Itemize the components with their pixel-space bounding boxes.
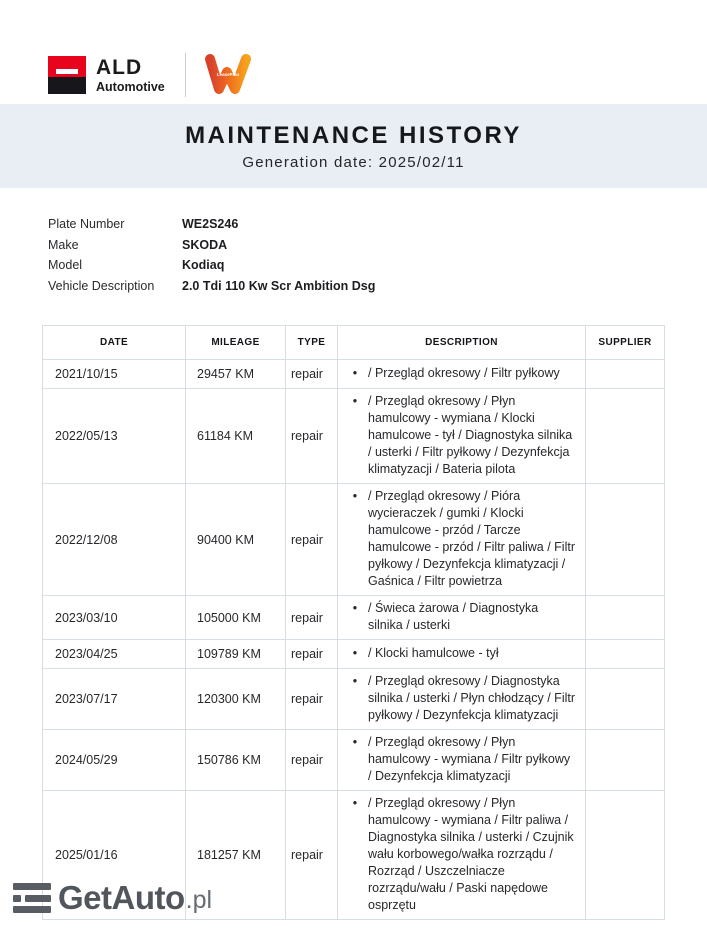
col-header-description: DESCRIPTION — [338, 326, 586, 360]
field-label: Vehicle Description — [48, 278, 155, 293]
cell-date: 2022/12/08 — [43, 484, 186, 596]
cell-description — [338, 669, 586, 730]
description-text: / Przegląd okresowy / Płyn hamulcowy - wymiana / Filtr pyłkowy / Dezynfekcja klimatyzacji — [368, 735, 571, 783]
table-body — [43, 360, 665, 920]
table-row — [43, 640, 665, 669]
vehicle-field-plate — [48, 214, 707, 235]
cell-date: 2023/04/25 — [43, 640, 186, 669]
cell-type: repair — [286, 360, 338, 389]
bullet-icon: • — [352, 674, 358, 688]
cell-mileage: 120300 KM — [186, 669, 286, 730]
cell-type: repair — [286, 389, 338, 484]
cell-mileage: 150786 KM — [186, 730, 286, 791]
cell-date: 2022/05/13 — [43, 389, 186, 484]
cell-description — [338, 360, 586, 389]
cell-mileage: 90400 KM — [186, 484, 286, 596]
col-header-supplier: SUPPLIER — [586, 326, 665, 360]
vehicle-info — [48, 214, 707, 296]
bullet-icon: • — [352, 366, 358, 380]
table-row — [43, 669, 665, 730]
generation-date: Generation date: 2025/02/11 — [242, 153, 465, 171]
ald-logo-text — [96, 57, 165, 94]
description-text: / Przegląd okresowy / Diagnostyka silnika / usterki / Płyn chłodzący / Filtr pyłkowy / Dezynfekcja klimatyzacji — [368, 674, 576, 722]
cell-type: repair — [286, 730, 338, 791]
ald-logo-white-dash — [56, 69, 78, 74]
cell-type: repair — [286, 484, 338, 596]
field-label: Make — [48, 237, 79, 252]
field-label: Model — [48, 258, 83, 272]
cell-description — [338, 791, 586, 920]
vehicle-field-make — [48, 235, 707, 256]
cell-date: 2025/01/16 — [43, 791, 186, 920]
getauto-tld: .pl — [185, 886, 213, 914]
leaseplan-logo-wordmark: LeasePlan — [216, 72, 239, 77]
description-text: / Świeca żarowa / Diagnostyka silnika / usterki — [368, 601, 539, 632]
description-text: / Przegląd okresowy / Pióra wycieraczek / gumki / Klocki hamulcowe - przód / Tarcze hamulcowe - przód / Filtr paliwa / Filtr pyłkowy / Dezynfekcja klimatyzacji / Gaśnica / Filtr powietrza — [368, 489, 576, 588]
cell-mileage: 29457 KM — [186, 360, 286, 389]
bullet-icon: • — [352, 735, 358, 749]
cell-type: repair — [286, 596, 338, 640]
bullet-icon: • — [352, 796, 358, 810]
cell-date: 2023/07/17 — [43, 669, 186, 730]
bullet-icon: • — [352, 489, 358, 503]
cell-date: 2023/03/10 — [43, 596, 186, 640]
field-value: 2.0 Tdi 110 Kw Scr Ambition Dsg — [182, 278, 376, 293]
description-text: / Przegląd okresowy / Płyn hamulcowy - wymiana / Klocki hamulcowe - tył / Diagnostyka silnika / usterki / Filtr pyłkowy / Dezynfekcja klimatyzacji / Bateria pilota — [368, 394, 573, 476]
ald-logo-line1: ALD — [96, 55, 143, 79]
field-value: WE2S246 — [182, 217, 239, 231]
ald-automotive-logo-icon — [48, 56, 86, 94]
field-value: SKODA — [182, 237, 228, 252]
cell-supplier — [586, 484, 665, 596]
cell-supplier — [586, 389, 665, 484]
cell-supplier — [586, 360, 665, 389]
field-value: Kodiaq — [182, 258, 225, 272]
col-header-type: TYPE — [286, 326, 338, 360]
table-header — [43, 326, 665, 360]
description-text: / Klocki hamulcowe - tył — [368, 646, 499, 660]
logo-divider — [185, 53, 186, 97]
cell-mileage: 109789 KM — [186, 640, 286, 669]
maintenance-table — [42, 325, 665, 920]
cell-date: 2024/05/29 — [43, 730, 186, 791]
cell-type: repair — [286, 669, 338, 730]
cell-supplier — [586, 640, 665, 669]
header-logo-row — [0, 0, 707, 104]
description-text: / Przegląd okresowy / Płyn hamulcowy - wymiana / Filtr paliwa / Diagnostyka silnika / usterki / Czujnik wału korbowego/wałka rozrządu / Rozrząd / Uszczelniacze rozrządu/wału / Paski napędowe osprzętu — [368, 796, 574, 912]
table-row — [43, 730, 665, 791]
cell-supplier — [586, 596, 665, 640]
banner — [0, 104, 707, 188]
page-title: MAINTENANCE HISTORY — [185, 121, 522, 149]
bullet-icon: • — [352, 646, 358, 660]
field-label: Plate Number — [48, 217, 125, 231]
cell-mileage: 105000 KM — [186, 596, 286, 640]
leaseplan-logo-icon — [202, 52, 254, 98]
cell-date: 2021/10/15 — [43, 360, 186, 389]
vehicle-field-model — [48, 255, 707, 276]
vehicle-field-description — [48, 276, 707, 297]
cell-description — [338, 596, 586, 640]
ald-logo-line2: Automotive — [96, 79, 165, 94]
col-header-mileage: MILEAGE — [186, 326, 286, 360]
cell-supplier — [586, 730, 665, 791]
cell-description — [338, 640, 586, 669]
cell-type: repair — [286, 791, 338, 920]
bullet-icon: • — [352, 601, 358, 615]
cell-supplier — [586, 791, 665, 920]
cell-mileage: 61184 KM — [186, 389, 286, 484]
maintenance-table-wrap — [42, 325, 664, 920]
table-row — [43, 484, 665, 596]
cell-description — [338, 389, 586, 484]
table-row — [43, 389, 665, 484]
getauto-list-icon — [13, 883, 51, 913]
col-header-date: DATE — [43, 326, 186, 360]
table-row — [43, 360, 665, 389]
cell-supplier — [586, 669, 665, 730]
getauto-wordmark: GetAuto — [58, 879, 185, 916]
bullet-icon: • — [352, 394, 358, 408]
cell-description — [338, 484, 586, 596]
cell-type: repair — [286, 640, 338, 669]
description-text: / Przegląd okresowy / Filtr pyłkowy — [368, 366, 560, 380]
getauto-watermark — [13, 879, 212, 917]
table-row — [43, 596, 665, 640]
cell-description — [338, 730, 586, 791]
cell-mileage: 181257 KM — [186, 791, 286, 920]
ald-logo-black-block — [48, 77, 86, 94]
